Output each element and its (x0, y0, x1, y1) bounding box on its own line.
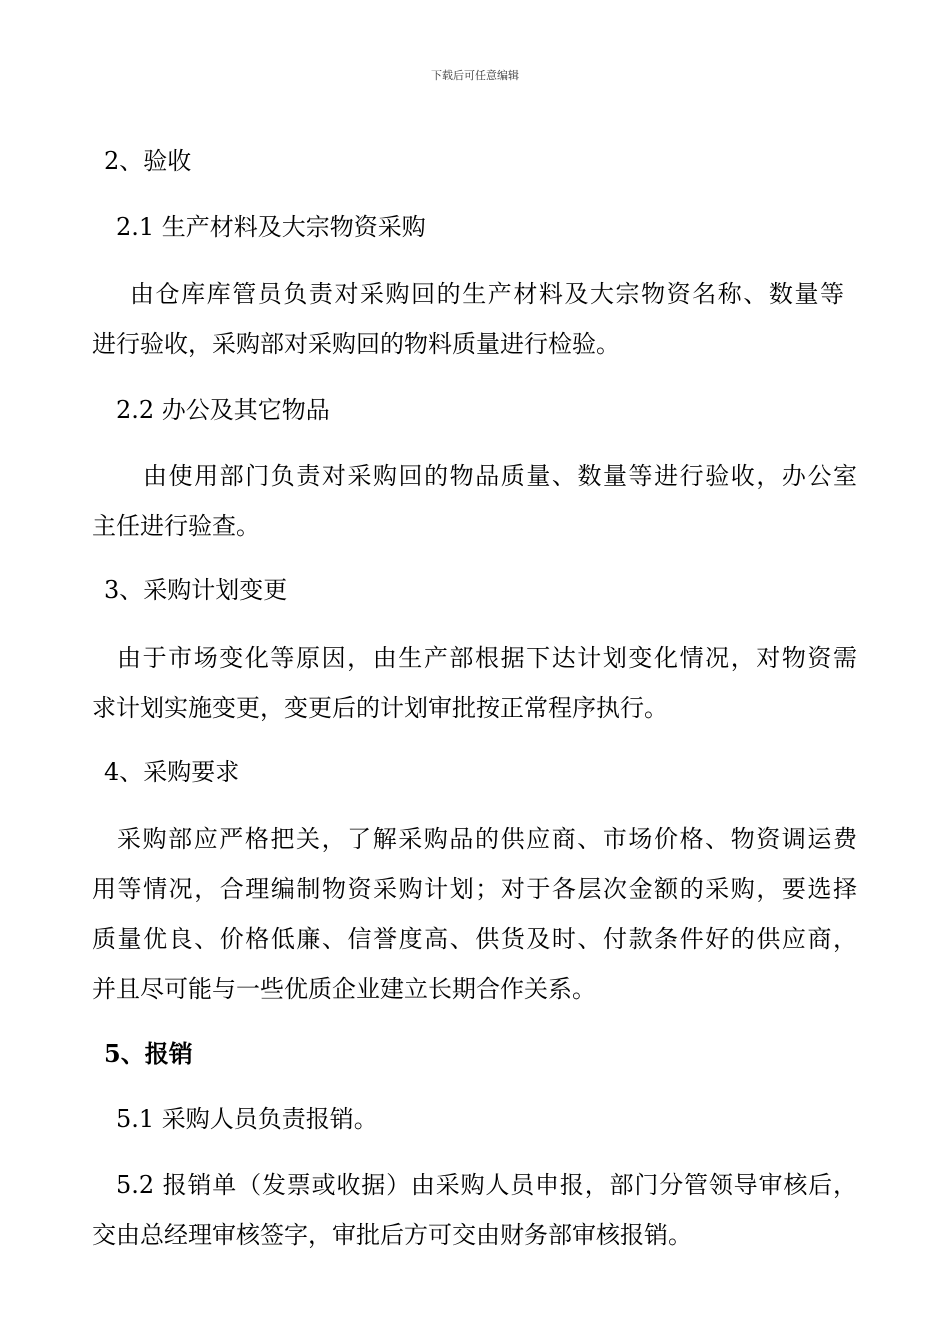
section-2-1-paragraph-line-1: 由仓库库管员负责对采购回的生产材料及大宗物资名称、数量等 (130, 280, 844, 308)
section-3-paragraph-line-1: 由于市场变化等原因，由生产部根据下达计划变化情况，对物资需 (117, 644, 857, 672)
section-5-heading: 5、报销 (104, 1039, 193, 1068)
section-5-1-paragraph: 5.1 采购人员负责报销。 (116, 1105, 378, 1133)
section-4-paragraph-line-4: 并且尽可能与一些优质企业建立长期合作关系。 (92, 975, 596, 1003)
page-header: 下载后可任意编辑 (431, 69, 519, 82)
section-2-2-paragraph-line-2: 主任进行验查。 (92, 512, 260, 540)
section-4-paragraph-line-1: 采购部应严格把关，了解采购品的供应商、市场价格、物资调运费 (117, 825, 857, 853)
section-2-2-paragraph-line-1: 由使用部门负责对采购回的物品质量、数量等进行验收，办公室 (143, 462, 857, 490)
section-2-2-heading: 2.2 办公及其它物品 (116, 396, 330, 424)
section-2-1-heading: 2.1 生产材料及大宗物资采购 (116, 213, 426, 241)
section-2-heading: 2、验收 (104, 147, 192, 175)
section-2-1-paragraph-line-2: 进行验收，采购部对采购回的物料质量进行检验。 (92, 330, 620, 358)
section-5-2-paragraph-line-2: 交由总经理审核签字，审批后方可交由财务部审核报销。 (92, 1221, 692, 1249)
section-4-heading: 4、采购要求 (104, 758, 240, 786)
section-5-2-paragraph-line-1: 5.2 报销单（发票或收据）由采购人员申报，部门分管领导审核后， (116, 1171, 857, 1199)
section-3-heading: 3、采购计划变更 (104, 576, 288, 604)
section-3-paragraph-line-2: 求计划实施变更，变更后的计划审批按正常程序执行。 (92, 694, 668, 722)
section-4-paragraph-line-3: 质量优良、价格低廉、信誉度高、供货及时、付款条件好的供应商， (92, 925, 857, 953)
section-4-paragraph-line-2: 用等情况，合理编制物资采购计划；对于各层次金额的采购，要选择 (92, 875, 857, 903)
